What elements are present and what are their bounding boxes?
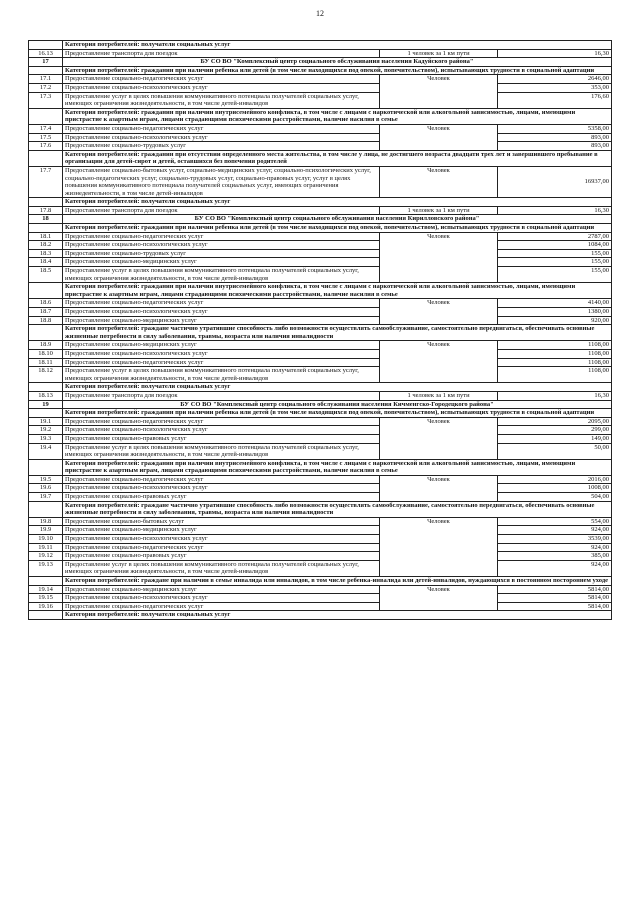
category-text: Категория потребителей: гражданин при наличии внутрисемейного конфликта, в том числе с лицами с наркотической или алкогольной зависимостью, лицами, имеющими пристрастие к азартным играм, лицами страдающими психическими расстройствами, наличие насилия в семье [63,283,612,299]
service-num: 18.5 [29,267,63,283]
service-row [29,391,612,400]
service-value: 155,00 [498,249,612,258]
service-row [29,49,612,58]
service-value: 920,00 [498,316,612,325]
category-num-cell [29,577,63,586]
service-row [29,417,612,426]
service-name: Предоставление услуг в целях повышения коммуникативного потенциала получателей социальных услуг, имеющих ограничения жизнедеятельности, в том числе детей-инвалидов [63,367,380,383]
service-unit: 1 человек за 1 км пути [380,206,498,215]
service-unit: 1 человек за 1 км пути [380,391,498,400]
service-name: Предоставление социально-бытовых услуг, социально-медицинских услуг, социально-психологических услуг, социально-педагогических услуг, социально-трудовых услуг, социально-правовых услуг, услуг в целях повышения коммуникативного потенциала получателей социальных услуг, имеющих ограничения жизнедеятельности, в том числе детей-инвалидов [63,166,380,197]
service-num: 18.4 [29,258,63,267]
service-row [29,166,612,197]
service-value: 16937,00 [498,166,612,197]
service-row [29,349,612,358]
service-num: 18.10 [29,349,63,358]
service-name: Предоставление социально-психологических услуг [63,426,380,435]
category-num-cell [29,611,63,620]
service-num: 17.6 [29,142,63,151]
organization-num: 17 [29,58,63,67]
service-row [29,75,612,84]
service-num: 19.6 [29,484,63,493]
service-num: 19.12 [29,552,63,561]
page-number: 12 [316,9,324,18]
category-num-cell [29,283,63,299]
category-num-cell [29,459,63,475]
service-num: 18.7 [29,308,63,317]
service-num: 18.1 [29,232,63,241]
service-num: 19.14 [29,585,63,594]
service-row [29,484,612,493]
service-value: 5814,00 [498,594,612,603]
service-num: 19.11 [29,543,63,552]
service-num: 19.2 [29,426,63,435]
service-name: Предоставление социально-трудовых услуг [63,249,380,258]
service-name: Предоставление социально-психологических услуг [63,308,380,317]
service-unit: Человек [380,517,498,576]
organization-name: БУ СО ВО "Комплексный центр социального обслуживания населения Кичменгско-Городецкого района" [63,400,612,409]
service-value: 2787,00 [498,232,612,241]
service-unit: Человек [380,475,498,501]
service-unit: Человек [380,417,498,459]
service-num: 19.5 [29,475,63,484]
service-unit: Человек [380,299,498,325]
service-name: Предоставление социально-педагогических услуг [63,299,380,308]
service-num: 18.2 [29,241,63,250]
service-num: 19.13 [29,560,63,576]
service-value: 2646,00 [498,75,612,84]
service-value: 155,00 [498,258,612,267]
service-unit: Человек [380,124,498,150]
service-value: 3539,00 [498,535,612,544]
service-row [29,443,612,459]
service-name: Предоставление социально-психологических услуг [63,349,380,358]
service-num: 19.10 [29,535,63,544]
service-name: Предоставление социально-правовых услуг [63,434,380,443]
service-name: Предоставление социально-трудовых услуг [63,142,380,151]
category-row [29,66,612,75]
service-row [29,308,612,317]
service-name: Предоставление социально-правовых услуг [63,493,380,502]
service-num: 17.4 [29,124,63,133]
service-row [29,92,612,108]
category-num-cell [29,150,63,166]
category-num-cell [29,501,63,517]
service-value: 1108,00 [498,349,612,358]
service-row [29,267,612,283]
category-num-cell [29,66,63,75]
category-text: Категория потребителей: гражданин при наличии внутрисемейного конфликта, в том числе с лицами с наркотической или алкогольной зависимостью, лицами, имеющими пристрастие к азартным играм, лицами страдающими психическими расстройствами, наличие насилия в семье [63,459,612,475]
service-unit: Человек [380,75,498,108]
category-row [29,150,612,166]
category-num-cell [29,224,63,233]
service-num: 17.7 [29,166,63,197]
service-value: 1108,00 [498,341,612,350]
category-text: Категория потребителей: гражданин при наличии ребенка или детей (в том числе находящихся под опекой, попечительством), испытывающих трудности в социальной адаптации [63,409,612,418]
service-value: 50,00 [498,443,612,459]
service-name: Предоставление услуг в целях повышения коммуникативного потенциала получателей социальных услуг, имеющих ограничения жизнедеятельности, в том числе детей-инвалидов [63,92,380,108]
organization-row [29,400,612,409]
service-value: 4140,00 [498,299,612,308]
service-row [29,517,612,526]
service-name: Предоставление социально-медицинских услуг [63,526,380,535]
category-row [29,459,612,475]
service-name: Предоставление социально-медицинских услуг [63,258,380,267]
service-row [29,341,612,350]
service-value: 893,00 [498,142,612,151]
category-text: Категория потребителей: получатели социальных услуг [63,198,612,207]
service-row [29,434,612,443]
category-num-cell [29,409,63,418]
service-value: 1108,00 [498,367,612,383]
service-row [29,299,612,308]
category-row [29,198,612,207]
service-value: 2095,00 [498,417,612,426]
service-value: 2016,00 [498,475,612,484]
service-value: 5814,00 [498,602,612,611]
category-text: Категория потребителей: гражданин при наличии ребенка или детей (в том числе находящихся под опекой, попечительством), испытывающих трудности в социальной адаптации [63,224,612,233]
category-num-cell [29,198,63,207]
service-row [29,124,612,133]
service-row [29,232,612,241]
service-name: Предоставление услуг в целях повышения коммуникативного потенциала получателей социальных услуг, имеющих ограничения жизнедеятельности, в том числе детей-инвалидов [63,267,380,283]
service-value: 16,30 [498,391,612,400]
service-value: 504,00 [498,493,612,502]
service-row [29,258,612,267]
service-value: 1084,00 [498,241,612,250]
service-num: 18.11 [29,358,63,367]
service-num: 19.7 [29,493,63,502]
service-row [29,249,612,258]
organization-row [29,58,612,67]
category-row [29,108,612,124]
service-name: Предоставление социально-психологических услуг [63,594,380,603]
category-text: Категория потребителей: граждане частично утратившие способность либо возможности осуществлять самообслуживание, самостоятельно передвигаться, обеспечивать основные жизненные потребности в силу заболевания, травмы, возраста или наличия инвалидности [63,501,612,517]
category-num-cell [29,41,63,50]
service-row [29,426,612,435]
service-row [29,206,612,215]
service-unit: Человек [380,585,498,611]
organization-num: 18 [29,215,63,224]
service-num: 19.15 [29,594,63,603]
service-name: Предоставление социально-педагогических услуг [63,543,380,552]
category-text: Категория потребителей: гражданин при наличии внутрисемейного конфликта, в том числе с лицами с наркотической или алкогольной зависимостью, лицами, имеющими пристрастие к азартным играм, лицами страдающими психическими расстройствами, наличие насилия в семье [63,108,612,124]
service-row [29,241,612,250]
category-row [29,383,612,392]
service-value: 924,00 [498,543,612,552]
service-row [29,543,612,552]
service-value: 16,30 [498,206,612,215]
category-row [29,409,612,418]
service-row [29,133,612,142]
service-num: 18.3 [29,249,63,258]
service-num: 18.13 [29,391,63,400]
service-value: 1380,00 [498,308,612,317]
category-text: Категория потребителей: получатели социальных услуг [63,383,612,392]
service-num: 18.6 [29,299,63,308]
service-value: 5814,00 [498,585,612,594]
category-row [29,325,612,341]
service-name: Предоставление социально-педагогических услуг [63,358,380,367]
service-num: 16.13 [29,49,63,58]
service-name: Предоставление транспорта для поездок [63,206,380,215]
organization-name: БУ СО ВО "Комплексный центр социального обслуживания населения Кирилловского района" [63,215,612,224]
service-value: 299,00 [498,426,612,435]
service-row [29,367,612,383]
service-name: Предоставление социально-психологических услуг [63,535,380,544]
service-num: 18.8 [29,316,63,325]
category-num-cell [29,108,63,124]
category-row [29,224,612,233]
tariff-table [28,40,612,620]
service-name: Предоставление социально-педагогических услуг [63,75,380,84]
category-text: Категория потребителей: получатели социальных услуг [63,41,612,50]
service-name: Предоставление услуг в целях повышения коммуникативного потенциала получателей социальных услуг, имеющих ограничения жизнедеятельности, в том числе детей-инвалидов [63,443,380,459]
service-name: Предоставление социально-педагогических услуг [63,602,380,611]
category-text: Категория потребителей: получатели социальных услуг [63,611,612,620]
service-name: Предоставление социально-педагогических услуг [63,417,380,426]
category-num-cell [29,325,63,341]
service-value: 924,00 [498,526,612,535]
category-row [29,501,612,517]
service-value: 385,00 [498,552,612,561]
service-value: 924,00 [498,560,612,576]
service-value: 176,60 [498,92,612,108]
service-name: Предоставление социально-медицинских услуг [63,341,380,350]
service-value: 16,30 [498,49,612,58]
service-num: 17.3 [29,92,63,108]
organization-name: БУ СО ВО "Комплексный центр социального обслуживания населения Кадуйского района" [63,58,612,67]
service-row [29,594,612,603]
service-name: Предоставление транспорта для поездок [63,391,380,400]
service-row [29,142,612,151]
service-num: 19.8 [29,517,63,526]
category-text: Категория потребителей: граждане при наличии в семье инвалида или инвалидов, в том числе ребенка-инвалида или детей-инвалидов, нуждающихся в постоянном постороннем уходе [63,577,612,586]
service-num: 18.12 [29,367,63,383]
service-row [29,493,612,502]
service-unit: 1 человек за 1 км пути [380,49,498,58]
organization-num: 19 [29,400,63,409]
category-row [29,611,612,620]
service-num: 19.16 [29,602,63,611]
service-value: 149,00 [498,434,612,443]
service-row [29,535,612,544]
service-name: Предоставление социально-правовых услуг [63,552,380,561]
category-row [29,283,612,299]
service-name: Предоставление транспорта для поездок [63,49,380,58]
service-value: 1108,00 [498,358,612,367]
category-row [29,41,612,50]
service-row [29,83,612,92]
service-name: Предоставление социально-бытовых услуг [63,517,380,526]
service-row [29,316,612,325]
service-unit: Человек [380,166,498,197]
service-num: 18.9 [29,341,63,350]
service-row [29,552,612,561]
service-num: 19.1 [29,417,63,426]
service-name: Предоставление социально-медицинских услуг [63,316,380,325]
service-name: Предоставление социально-педагогических услуг [63,232,380,241]
service-row [29,585,612,594]
category-text: Категория потребителей: гражданин при наличии ребенка или детей (в том числе находящихся под опекой, попечительством), испытывающих трудности в социальной адаптации [63,66,612,75]
category-row [29,577,612,586]
service-name: Предоставление социально-педагогических услуг [63,124,380,133]
service-row [29,358,612,367]
service-num: 19.3 [29,434,63,443]
category-text: Категория потребителей: граждане частично утратившие способность либо возможности осуществлять самообслуживание, самостоятельно передвигаться, обеспечивать основные жизненные потребности в силу заболевания, травмы, возраста или наличия инвалидности [63,325,612,341]
service-row [29,602,612,611]
service-name: Предоставление услуг в целях повышения коммуникативного потенциала получателей социальных услуг, имеющих ограничения жизнедеятельности, в том числе детей-инвалидов [63,560,380,576]
service-unit: Человек [380,341,498,383]
service-name: Предоставление социально-педагогических услуг [63,475,380,484]
category-num-cell [29,383,63,392]
service-name: Предоставление социально-психологических услуг [63,241,380,250]
service-name: Предоставление социально-психологических услуг [63,484,380,493]
service-num: 19.9 [29,526,63,535]
category-text: Категория потребителей: гражданин при отсутствии определенного места жительства, в том числе у лица, не достигшего возраста двадцати трех лет и завершившего пребывание в организации для детей-сирот и детей, оставшихся без попечения родителей [63,150,612,166]
service-unit: Человек [380,232,498,283]
service-name: Предоставление социально-психологических услуг [63,133,380,142]
service-name: Предоставление социально-психологических услуг [63,83,380,92]
service-num: 17.2 [29,83,63,92]
service-value: 554,00 [498,517,612,526]
service-row [29,526,612,535]
service-value: 353,00 [498,83,612,92]
service-num: 19.4 [29,443,63,459]
service-name: Предоставление социально-медицинских услуг [63,585,380,594]
service-value: 155,00 [498,267,612,283]
service-row [29,560,612,576]
service-value: 893,00 [498,133,612,142]
service-num: 17.1 [29,75,63,84]
organization-row [29,215,612,224]
service-value: 5358,00 [498,124,612,133]
service-num: 17.5 [29,133,63,142]
service-row [29,475,612,484]
service-value: 1008,00 [498,484,612,493]
service-num: 17.8 [29,206,63,215]
